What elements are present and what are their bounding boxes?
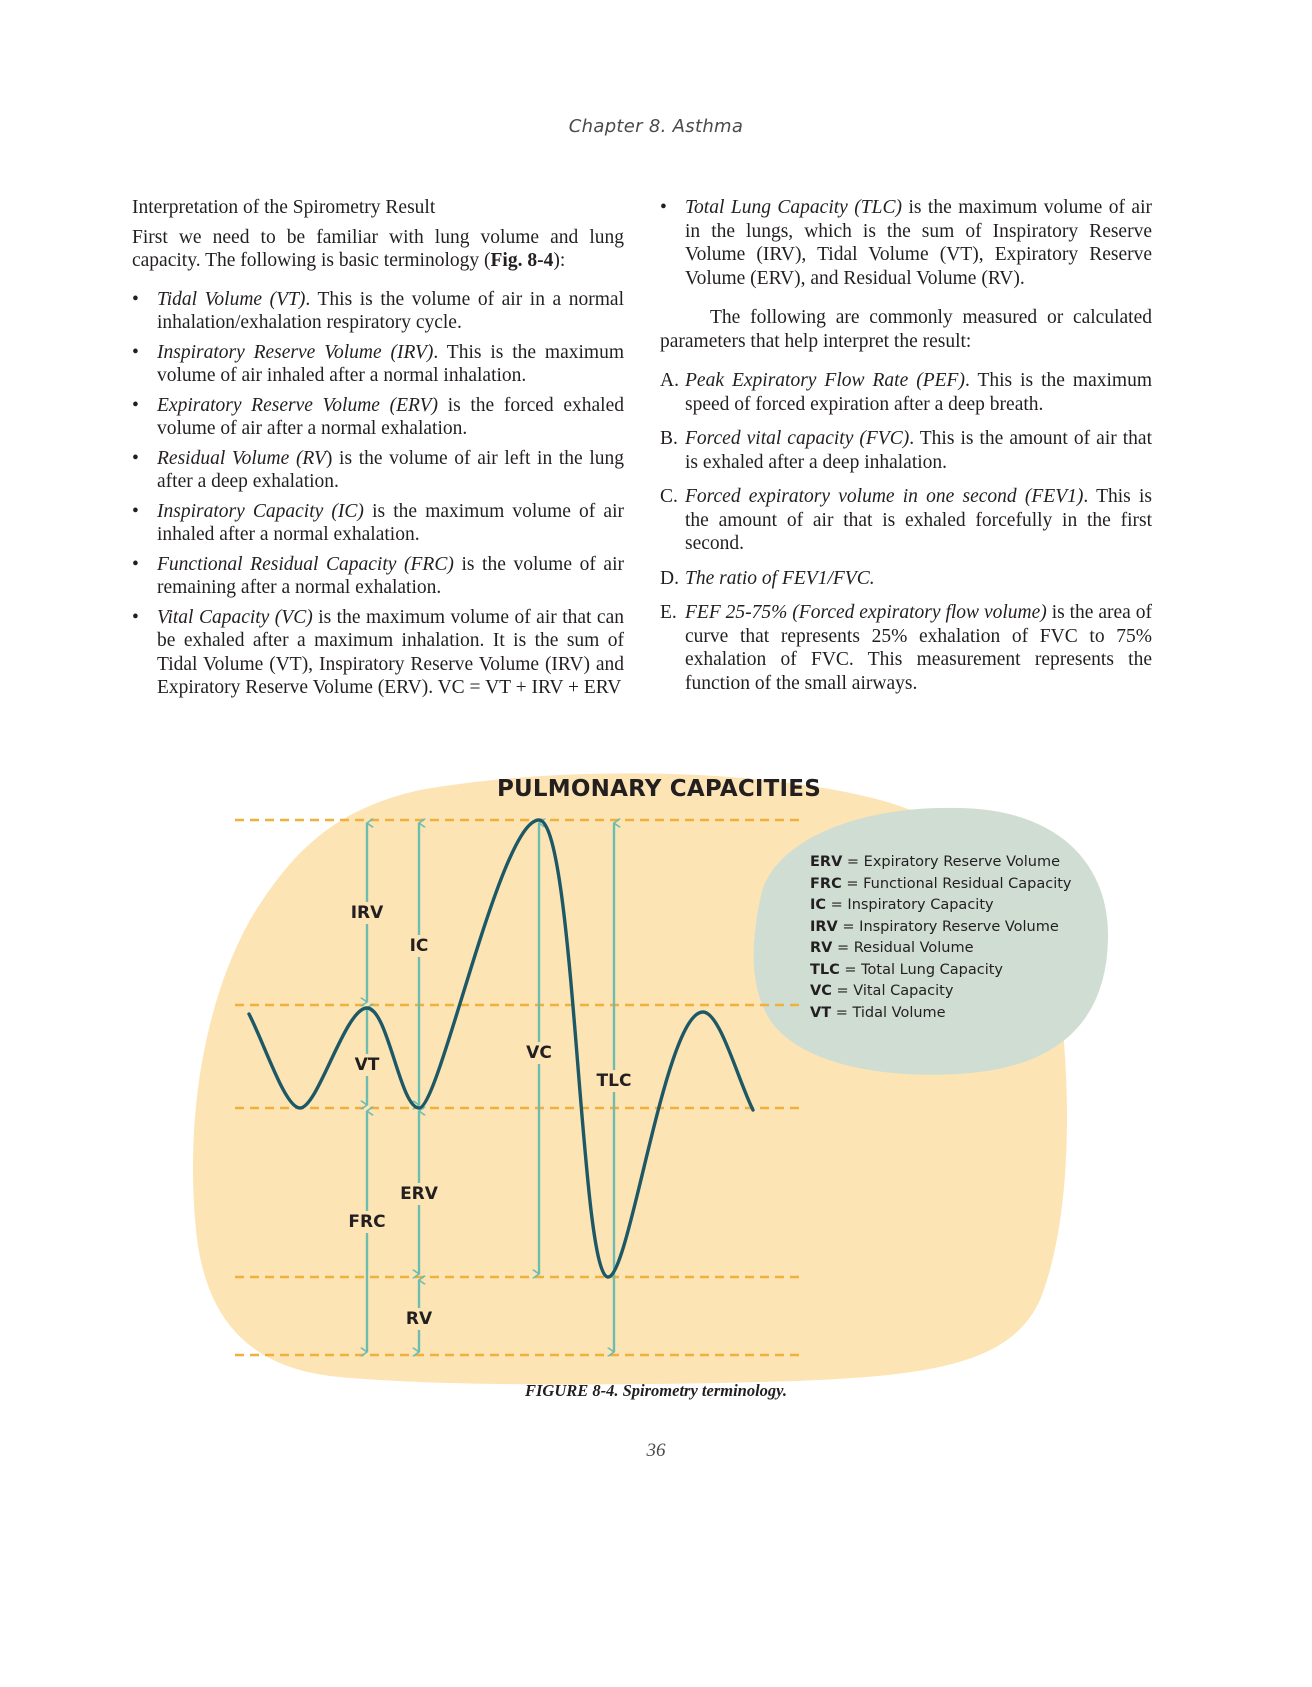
bullet-icon: • <box>132 606 139 628</box>
definition: is the maximum volume of air inhaled after a normal exhalation. <box>157 500 624 545</box>
legend-row <box>810 852 1072 874</box>
list-item <box>132 606 624 700</box>
list-item <box>132 341 624 388</box>
definition: . This is the maximum speed of forced expiration after a deep breath. <box>685 370 1152 415</box>
legend-abbr: IC <box>810 897 827 913</box>
term: Peak Expiratory Flow Rate (PEF) <box>685 370 965 391</box>
term: Total Lung Capacity (TLC) <box>685 197 902 218</box>
intro-paragraph <box>132 226 624 273</box>
definition: is the area of curve that represents 25% exhalation of FVC to 75% exhalation of FVC. This measurement represents the function of the small airways. <box>685 602 1152 694</box>
bullet-icon: • <box>132 553 139 575</box>
label-frc: FRC <box>348 1212 386 1232</box>
abbreviation-legend <box>810 852 1072 1024</box>
item-letter: B. <box>660 428 678 449</box>
legend-row <box>810 981 1072 1003</box>
parameters-intro: The following are commonly measured or calculated parameters that help interpret the result: <box>660 307 1152 352</box>
item-letter: A. <box>660 370 679 391</box>
legend-def: = Vital Capacity <box>831 983 954 999</box>
intro-text-end: ): <box>553 250 566 271</box>
legend-def: = Residual Volume <box>832 940 974 956</box>
tlc-list <box>660 196 1152 290</box>
legend-def: = Expiratory Reserve Volume <box>842 854 1061 870</box>
term: FEF 25-75% (Forced expiratory flow volume) <box>685 602 1047 623</box>
figure-reference[interactable]: Fig. 8-4 <box>490 250 554 271</box>
section-heading: Interpretation of the Spirometry Result <box>132 197 436 218</box>
label-tlc: TLC <box>596 1071 632 1091</box>
legend-row <box>810 960 1072 982</box>
definition: is the maximum volume of air that can be exhaled after a maximum inhalation. It is the sum of Tidal Volume (VT), Inspiratory Reserve Volume (IRV) and Expiratory Reserve Volume (ERV). VC = VT + IRV + ERV <box>157 606 624 698</box>
term: Forced expiratory volume in one second (FEV1) <box>685 486 1084 507</box>
legend-abbr: FRC <box>810 875 842 892</box>
legend-abbr: VC <box>810 983 832 999</box>
legend-abbr: RV <box>810 940 833 956</box>
legend-def: = Inspiratory Reserve Volume <box>837 918 1059 935</box>
intro-text: First we need to be familiar with lung volume and lung capacity. The following is basic terminology ( <box>132 226 624 271</box>
item-letter: D. <box>660 567 679 589</box>
legend-row <box>810 895 1072 917</box>
term: Inspiratory Capacity (IC) <box>157 500 364 522</box>
list-item <box>660 196 1152 290</box>
legend-abbr: ERV <box>810 854 843 870</box>
page-number: 36 <box>646 1440 666 1461</box>
list-item <box>660 485 1152 556</box>
bullet-icon: • <box>660 197 667 218</box>
list-item <box>132 553 624 600</box>
figure-title: PULMONARY CAPACITIES <box>497 776 821 802</box>
label-vc: VC <box>526 1043 552 1063</box>
legend-row <box>810 874 1072 896</box>
bullet-icon: • <box>132 341 139 363</box>
legend-row <box>810 938 1072 960</box>
running-header: Chapter 8. Asthma <box>568 116 744 137</box>
legend-abbr: TLC <box>810 961 840 978</box>
legend-def: = Total Lung Capacity <box>839 961 1004 978</box>
list-item <box>660 369 1152 416</box>
label-ic: IC <box>409 936 429 956</box>
label-irv: IRV <box>350 903 384 923</box>
term: Tidal Volume (VT) <box>157 288 306 310</box>
list-item <box>132 394 624 441</box>
bullet-icon: • <box>132 288 139 310</box>
list-item <box>132 500 624 547</box>
parameters-list <box>660 369 1152 695</box>
pulmonary-capacities-figure <box>0 760 1312 1400</box>
list-item <box>132 447 624 494</box>
list-item <box>660 427 1152 474</box>
definition: is the volume of air remaining after a normal exhalation. <box>157 553 624 598</box>
label-erv: ERV <box>400 1184 438 1204</box>
legend-def: = Functional Residual Capacity <box>841 875 1072 892</box>
figure-caption: FIGURE 8-4. Spirometry terminology. <box>524 1381 788 1400</box>
term: Expiratory Reserve Volume (ERV) <box>157 394 439 416</box>
legend-abbr: IRV <box>810 918 838 935</box>
legend-def: = Tidal Volume <box>831 1004 946 1021</box>
term: Vital Capacity (VC) <box>157 606 313 628</box>
list-item <box>660 601 1152 695</box>
label-rv: RV <box>405 1309 433 1329</box>
definition: . This is the amount of air that is exhaled forcefully in the first second. <box>685 486 1152 554</box>
definition: ) is the volume of air left in the lung after a deep exhalation. <box>157 447 624 492</box>
spirometry-diagram <box>0 760 1312 1400</box>
definition: is the maximum volume of air in the lungs, which is the sum of Inspiratory Reserve Volume (IRV), Tidal Volume (VT), Expiratory Reserve Volume (ERV), and Residual Volume (RV). <box>685 197 1152 289</box>
list-item <box>132 288 624 335</box>
item-letter: C. <box>660 486 678 507</box>
term: Forced vital capacity (FVC) <box>685 428 910 449</box>
term: Residual Volume (RV <box>157 447 326 469</box>
label-vt: VT <box>354 1055 380 1075</box>
definition: . This is the maximum volume of air inhaled after a normal inhalation. <box>157 341 624 386</box>
terminology-list <box>132 288 624 700</box>
item-letter: E. <box>660 602 677 623</box>
definition: . This is the volume of air in a normal inhalation/exhalation respiratory cycle. <box>157 288 624 333</box>
legend-abbr: VT <box>810 1004 832 1021</box>
bullet-icon: • <box>132 447 139 469</box>
term: Inspiratory Reserve Volume (IRV) <box>157 341 434 363</box>
definition: is the forced exhaled volume of air after a normal exhalation. <box>157 394 624 439</box>
legend-def: = Inspiratory Capacity <box>826 897 994 913</box>
legend-row <box>810 917 1072 939</box>
legend-row <box>810 1003 1072 1025</box>
right-column <box>660 196 1152 706</box>
term: The ratio of FEV1/FVC. <box>685 567 875 589</box>
bullet-icon: • <box>132 394 139 416</box>
left-column <box>132 196 624 706</box>
bullet-icon: • <box>132 500 139 522</box>
definition: . This is the amount of air that is exhaled after a deep inhalation. <box>685 428 1152 473</box>
term: Functional Residual Capacity (FRC) <box>157 553 454 575</box>
list-item <box>660 567 1152 591</box>
